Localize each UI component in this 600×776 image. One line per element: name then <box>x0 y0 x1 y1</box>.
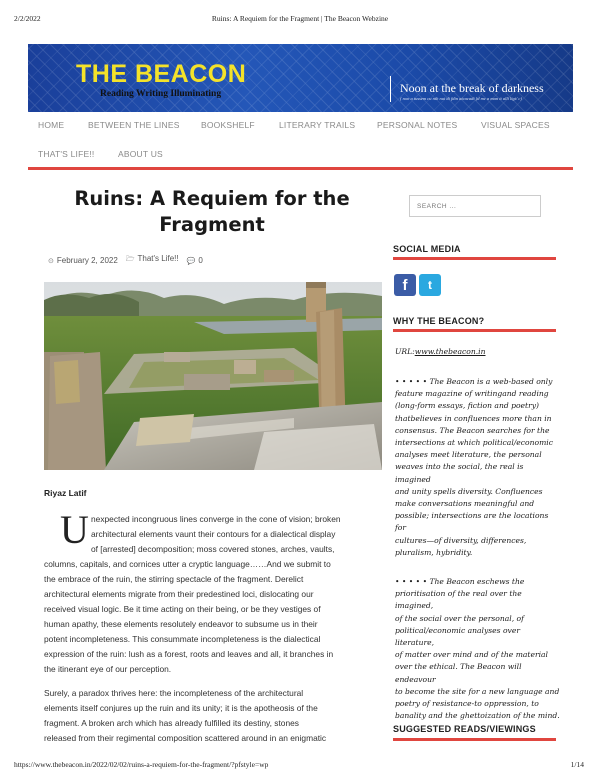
print-page-number: 1/14 <box>570 760 584 769</box>
why-line: poetry of resistance-to oppression, to <box>395 699 539 709</box>
nav-item-thats-life[interactable]: THAT'S LIFE!! <box>38 149 95 159</box>
nav-item-between-the-lines[interactable]: BETWEEN THE LINES <box>88 120 180 130</box>
post-category-text: That's Life!! <box>137 254 179 263</box>
site-tagline: Reading Writing Illuminating <box>100 89 222 99</box>
site-motto: Noon at the break of darkness <box>400 81 544 95</box>
print-url: https://www.thebeacon.in/2022/02/02/ruins-a-requiem-for-the-fragment/?pfstyle=wp <box>14 760 269 769</box>
site-url-link[interactable]: www.thebeacon.in <box>414 347 486 356</box>
why-line: to become the site for a new language and <box>395 686 560 696</box>
why-line: intersections at which political/economic <box>395 438 553 448</box>
post-comments-count: 0 <box>198 255 203 265</box>
post-category[interactable] <box>126 254 179 266</box>
article-paragraph-line: elements itself conjures up the ruin and its unity; it is the apotheosis of the <box>44 703 318 713</box>
why-line: analyses meet literature, the personal <box>395 450 542 460</box>
post-date[interactable] <box>48 256 118 265</box>
site-motto-sub: ( non a tussem cu nih nui di fdin aicacadi )d mc a man it alli ligi/ c) <box>400 96 522 101</box>
why-line: of the social over the personal, of <box>395 613 524 623</box>
social-media-heading: SOCIAL MEDIA <box>393 244 461 254</box>
banner-divider <box>390 76 391 102</box>
why-line: possible; intersections are the locations for <box>395 511 549 533</box>
main-nav <box>28 112 573 170</box>
article-paragraph-line: architectural elements vaunt their contours for a dialectical display <box>91 529 336 539</box>
why-line: thatbelieves in confluences more than in <box>395 413 552 423</box>
site-url-label: URL: <box>395 347 415 356</box>
article-title-line-2: Fragment <box>159 213 265 236</box>
article-paragraph-line: expression of the ruin: lush as a forest, roots and leaves and all, it branches in <box>44 649 334 659</box>
site-logo[interactable]: THE BEACON <box>76 60 247 88</box>
post-comments[interactable] <box>187 256 203 265</box>
article-paragraph-line: received visual logic. Be it time acting on their being, or be they vestiges of <box>44 604 321 614</box>
why-line: and unity spells diversity. Confluences <box>395 486 543 496</box>
nav-item-bookshelf[interactable]: BOOKSHELF <box>201 120 255 130</box>
article-paragraph-line: fragment. A broken arch which has already fulfilled its destiny, stones <box>44 718 299 728</box>
why-line: pluralism, hybridity. <box>395 547 473 557</box>
why-paragraph-2 <box>395 576 561 722</box>
nav-item-personal-notes[interactable]: PERSONAL NOTES <box>377 120 458 130</box>
why-line: prioritisation of the real over the imagined, <box>395 589 522 611</box>
why-line: banality and the ghettoization of the mind. <box>395 711 560 721</box>
why-line: feature magazine of writingand reading <box>395 389 549 399</box>
nav-item-literary-trails[interactable]: LITERARY TRAILS <box>279 120 356 130</box>
suggested-reads-heading: SUGGESTED READS/VIEWINGS <box>393 724 536 734</box>
folder-icon: 🗁 <box>125 256 135 263</box>
nav-rule <box>28 167 573 170</box>
nav-item-visual-spaces[interactable]: VISUAL SPACES <box>481 120 550 130</box>
print-date: 2/2/2022 <box>14 14 41 23</box>
article-paragraph-line: released from their regimental composition scattered around in an enigmatic <box>44 733 327 743</box>
why-line: make conversations meaningful and <box>395 499 535 509</box>
facebook-icon[interactable]: f <box>394 274 416 296</box>
drop-cap: U <box>60 507 89 552</box>
why-line: cultures—of diversity, differences, <box>395 535 527 545</box>
clock-icon: ⊙ <box>48 257 54 265</box>
why-line: of matter over mind and of the material <box>395 650 548 660</box>
article-paragraph-line: the embrace of the ruin, the stirring spectacle of the fragment. Derelict <box>44 574 304 584</box>
nav-item-about-us[interactable]: ABOUT US <box>118 149 163 159</box>
featured-image <box>44 282 382 470</box>
why-the-beacon-rule <box>393 329 556 332</box>
why-line: weaves into the social, the real is imagined <box>395 462 524 484</box>
print-page-title: Ruins: A Requiem for the Fragment | The Beacon Webzine <box>211 14 389 23</box>
suggested-reads-rule <box>393 738 556 741</box>
comment-icon: 💬 <box>186 257 196 265</box>
ruins-illustration <box>44 282 382 470</box>
article-paragraph-line: architectural elements migrate from their predestined loci, dislocating our <box>44 589 314 599</box>
article-paragraph-line: nexpected incongruous lines converge in the cone of vision; broken <box>91 514 341 524</box>
article-paragraph-line: columns, capitals, and cornices utter a cryptic language……And we submit to <box>44 559 331 569</box>
twitter-icon[interactable]: t <box>419 274 441 296</box>
article-paragraph-line: of [arrested] decomposition; moss covered stones, arches, vaults, <box>91 544 335 554</box>
why-line: over the ethical. The Beacon will endeavour <box>395 662 522 684</box>
article-paragraph-line: human apathy, these elements resolutely endeavor to subsume us in their <box>44 619 318 629</box>
why-line: (long-form essays, fiction and poetry) <box>395 401 539 411</box>
social-media-rule <box>393 257 556 260</box>
site-url-line <box>395 346 561 358</box>
article-title <box>44 186 380 238</box>
site-banner[interactable] <box>28 44 573 112</box>
article-title-line-1: Ruins: A Requiem for the <box>74 187 350 210</box>
why-paragraph-1 <box>395 376 561 559</box>
author-name[interactable]: Riyaz Latif <box>44 488 87 498</box>
why-line: • • • • • The Beacon is a web-based only <box>395 377 553 386</box>
article-paragraph-line: potent incompleteness. This consummate incompleteness is the dialectical <box>44 634 321 644</box>
article-meta <box>48 254 203 266</box>
why-the-beacon-heading: WHY THE BEACON? <box>393 316 485 326</box>
article-paragraph-line: Surely, a paradox thrives here: the incompleteness of the architectural <box>44 688 304 698</box>
post-date-text: February 2, 2022 <box>56 255 118 265</box>
why-line: • • • • • The Beacon eschews the <box>395 577 525 586</box>
search-input[interactable]: SEARCH ... <box>409 195 541 217</box>
print-header <box>0 0 600 30</box>
why-line: consensus. The Beacon searches for the <box>395 425 550 435</box>
print-footer <box>0 756 600 776</box>
nav-item-home[interactable]: HOME <box>38 120 65 130</box>
article-paragraph-line: the itinerant eye of our perception. <box>44 664 172 674</box>
why-line: political/economic analyses over literature, <box>395 625 520 648</box>
